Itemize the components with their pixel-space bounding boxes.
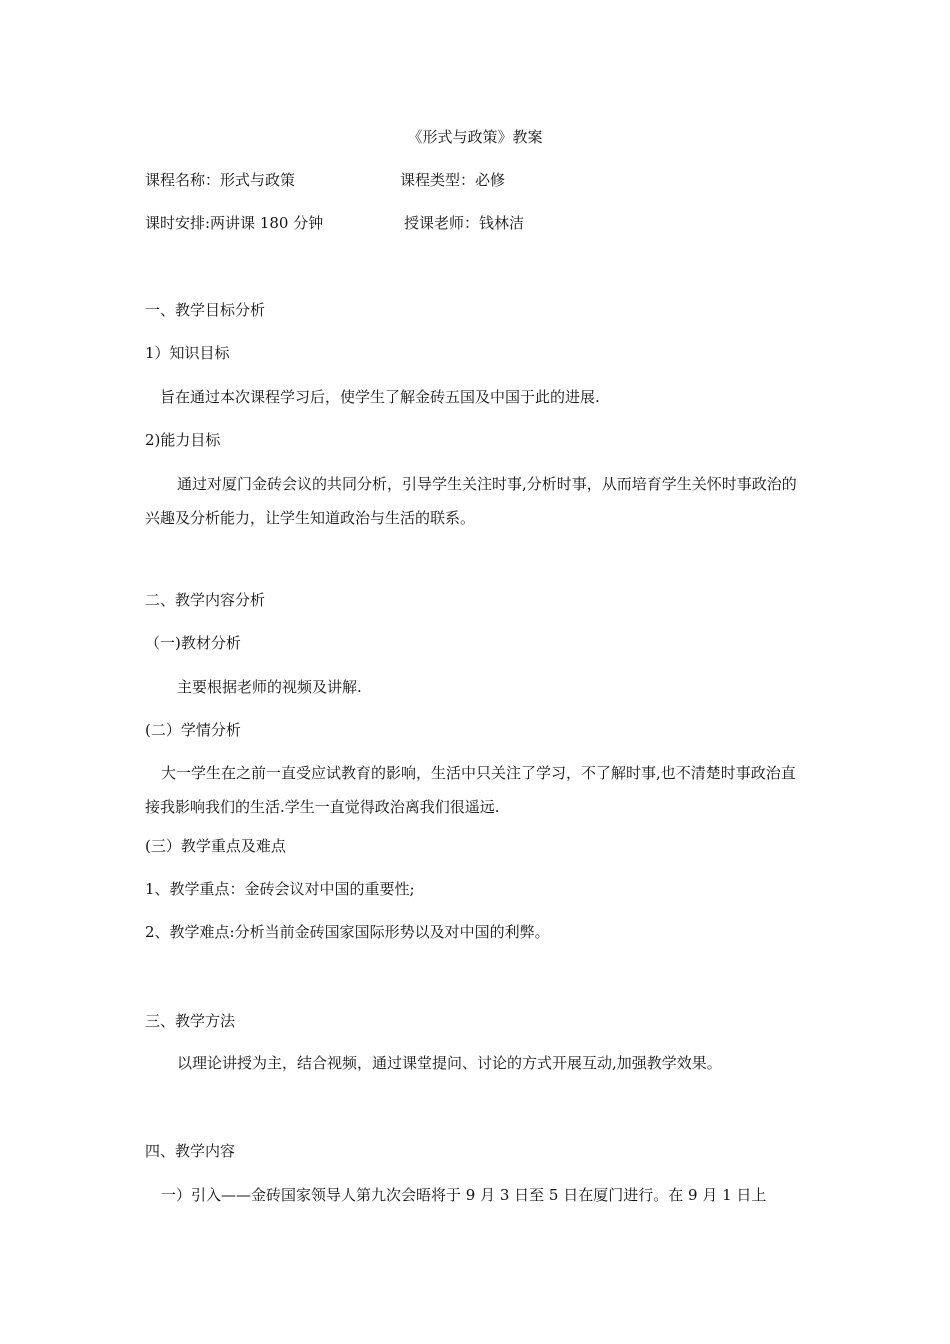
course-name: 课程名称：形式与政策 bbox=[145, 171, 296, 189]
document-title: 《形式与政策》教案 bbox=[407, 128, 543, 146]
section-heading-methods: 三、教学方法 bbox=[145, 1012, 236, 1030]
paragraph-textbook-analysis: 主要根据老师的视频及讲解. bbox=[177, 678, 362, 696]
class-schedule: 课时安排:两讲课 180 分钟 bbox=[145, 214, 324, 232]
subheading-knowledge-goal: 1）知识目标 bbox=[145, 344, 230, 362]
section-heading-objectives: 一、教学目标分析 bbox=[145, 301, 266, 319]
paragraph-introduction: 一）引入——金砖国家领导人第九次会晤将于 9 月 3 日至 5 日在厦门进行。在 9 月 1 日上 bbox=[161, 1186, 767, 1204]
list-item-key-point: 1、教学重点：金砖会议对中国的重要性; bbox=[145, 880, 415, 898]
teacher: 授课老师：钱林洁 bbox=[404, 214, 525, 232]
subheading-student-analysis: (二）学情分析 bbox=[145, 721, 241, 739]
subheading-textbook-analysis: （一)教材分析 bbox=[145, 634, 241, 652]
section-heading-content-analysis: 二、教学内容分析 bbox=[145, 591, 266, 609]
subheading-ability-goal: 2)能力目标 bbox=[145, 431, 221, 449]
course-type: 课程类型：必修 bbox=[400, 171, 506, 189]
list-item-difficult-point: 2、教学难点:分析当前金砖国家国际形势以及对中国的利弊。 bbox=[145, 923, 550, 941]
subheading-key-points: (三）教学重点及难点 bbox=[145, 837, 286, 855]
paragraph-knowledge-goal: 旨在通过本次课程学习后，使学生了解金砖五国及中国于此的进展. bbox=[160, 388, 600, 406]
section-heading-teaching-content: 四、教学内容 bbox=[145, 1142, 236, 1160]
paragraph-ability-goal: 通过对厦门金砖会议的共同分析，引导学生关注时事,分析时事，从而培育学生关怀时事政治的兴趣及分析能力，让学生知道政治与生活的联系。 bbox=[145, 475, 797, 527]
paragraph-methods: 以理论讲授为主，结合视频，通过课堂提问、讨论的方式开展互动,加强教学效果。 bbox=[177, 1054, 722, 1072]
paragraph-student-analysis: 大一学生在之前一直受应试教育的影响，生活中只关注了学习，不了解时事,也不清楚时事政治直接我影响我们的生活.学生一直觉得政治离我们很遥远. bbox=[145, 764, 796, 816]
